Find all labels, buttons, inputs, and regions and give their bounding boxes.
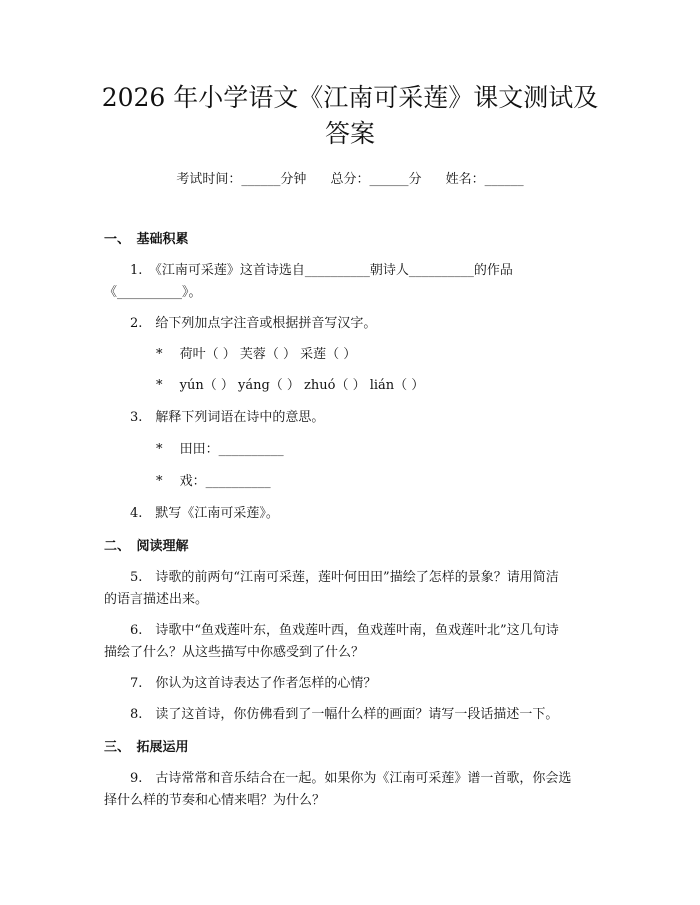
question-5-cont: 的语言描述出来。 [104, 592, 209, 607]
question-7: 7. 你认为这首诗表达了作者怎样的心情？ [130, 676, 377, 691]
question-3: 3. 解释下列词语在诗中的意思。 [130, 410, 325, 425]
title-line-2: 答案 [324, 119, 375, 148]
question-9-cont: 择什么样的节奏和心情来唱？为什么？ [104, 793, 326, 808]
total-score: 总分：______分 [330, 172, 422, 187]
question-3-bullet-2: * 戏：__________ [156, 474, 271, 489]
question-4: 4. 默写《江南可采莲》。 [130, 506, 279, 521]
student-name: 姓名：______ [445, 172, 524, 187]
question-1: 1. 《江南可采莲》这首诗选自__________朝诗人__________的作品 [130, 263, 513, 278]
section-heading-1: 一、 基础积累 [104, 232, 189, 247]
document-title [90, 80, 610, 152]
exam-meta [0, 168, 700, 187]
question-5: 5. 诗歌的前两句“江南可采莲，莲叶何田田”描绘了怎样的景象？请用简洁 [130, 570, 559, 585]
question-6: 6. 诗歌中“鱼戏莲叶东，鱼戏莲叶西，鱼戏莲叶南，鱼戏莲叶北”这几句诗 [130, 623, 559, 638]
section-heading-2: 二、 阅读理解 [104, 539, 189, 554]
question-2-bullet-2: * yún（ ） yáng（ ） zhuó（ ） lián（ ） [156, 378, 425, 393]
question-9: 9. 古诗常常和音乐结合在一起。如果你为《江南可采莲》谱一首歌，你会选 [130, 771, 572, 786]
question-3-bullet-1: * 田田：__________ [156, 442, 284, 457]
title-line-1: 2026 年小学语文《江南可采莲》课文测试及 [101, 83, 599, 112]
question-1-cont: 《__________》。 [104, 285, 202, 300]
section-heading-3: 三、 拓展运用 [104, 740, 189, 755]
question-6-cont: 描绘了什么？从这些描写中你感受到了什么？ [104, 645, 365, 660]
exam-time: 考试时间：______分钟 [176, 172, 307, 187]
question-2-bullet-1: * 荷叶（ ） 芙蓉（ ） 采莲（ ） [156, 347, 357, 362]
question-8: 8. 读了这首诗，你仿佛看到了一幅什么样的画面？请写一段话描述一下。 [130, 707, 559, 722]
question-2: 2. 给下列加点字注音或根据拼音写汉字。 [130, 316, 377, 331]
